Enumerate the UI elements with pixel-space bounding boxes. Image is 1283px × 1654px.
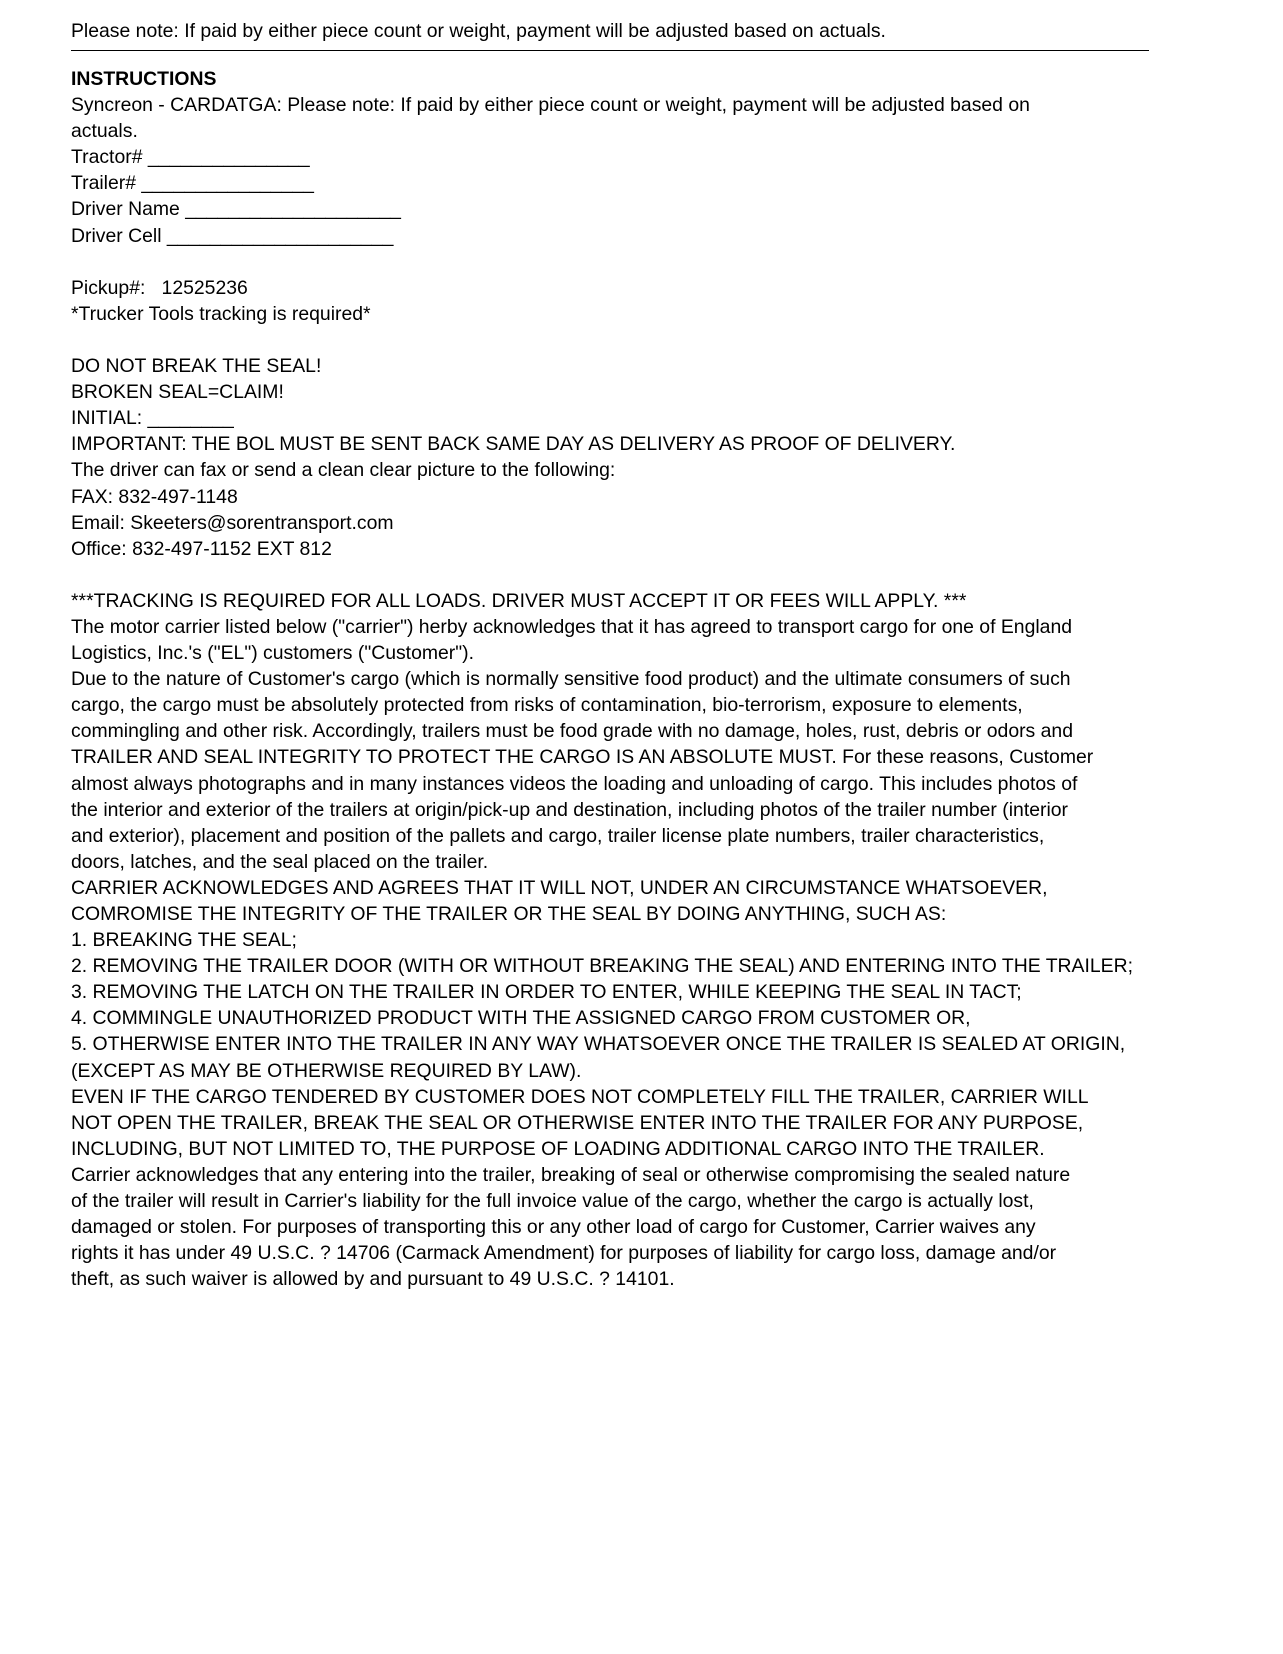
- terms-line: TRAILER AND SEAL INTEGRITY TO PROTECT THE CARGO IS AN ABSOLUTE MUST. For these reasons, Customer: [71, 746, 1094, 769]
- instructions-heading: INSTRUCTIONS: [71, 68, 217, 90]
- seal-line: BROKEN SEAL=CLAIM!: [71, 381, 284, 404]
- office-number: Office: 832-497-1152 EXT 812: [71, 537, 332, 560]
- terms-line: almost always photographs and in many instances videos the loading and unloading of cargo. This includes photos of: [71, 772, 1078, 795]
- terms-line: rights it has under 49 U.S.C. ? 14706 (Carmack Amendment) for purposes of liability for cargo loss, damage and/or: [71, 1242, 1057, 1265]
- horizontal-rule: [71, 50, 1149, 51]
- terms-section: [71, 588, 1261, 1293]
- trailer-field: Trailer# ________________: [71, 172, 314, 195]
- tractor-field: Tractor# _______________: [71, 146, 310, 169]
- email-address: Email: Skeeters@sorentransport.com: [71, 511, 394, 534]
- terms-line: 4. COMMINGLE UNAUTHORIZED PRODUCT WITH THE ASSIGNED CARGO FROM CUSTOMER OR,: [71, 1007, 971, 1030]
- pickup-number: Pickup#: 12525236: [71, 276, 248, 299]
- terms-line: doors, latches, and the seal placed on the trailer.: [71, 850, 489, 873]
- terms-line: NOT OPEN THE TRAILER, BREAK THE SEAL OR OTHERWISE ENTER INTO THE TRAILER FOR ANY PURPOSE,: [71, 1111, 1084, 1134]
- intro-line: Syncreon - CARDATGA: Please note: If paid by either piece count or weight, payment will be adjusted based on: [71, 94, 1030, 117]
- terms-line: damaged or stolen. For purposes of transporting this or any other load of cargo for Customer, Carrier waives any: [71, 1216, 1036, 1239]
- seal-section: [71, 353, 1261, 562]
- pickup-section: [71, 275, 1261, 327]
- terms-line: 1. BREAKING THE SEAL;: [71, 929, 297, 952]
- terms-line: theft, as such waiver is allowed by and pursuant to 49 U.S.C. ? 14101.: [71, 1268, 675, 1291]
- terms-line: the interior and exterior of the trailers at origin/pick-up and destination, including photos of the trailer number (interior: [71, 798, 1068, 821]
- terms-line: 5. OTHERWISE ENTER INTO THE TRAILER IN ANY WAY WHATSOEVER ONCE THE TRAILER IS SEALED AT ORIGIN,: [71, 1033, 1126, 1056]
- driver-name-field: Driver Name ____________________: [71, 198, 401, 221]
- terms-line: 2. REMOVING THE TRAILER DOOR (WITH OR WITHOUT BREAKING THE SEAL) AND ENTERING INTO THE TRAILER;: [71, 955, 1133, 978]
- terms-line: COMROMISE THE INTEGRITY OF THE TRAILER OR THE SEAL BY DOING ANYTHING, SUCH AS:: [71, 903, 947, 925]
- contact-intro: The driver can fax or send a clean clear picture to the following:: [71, 459, 616, 482]
- driver-fields: [71, 144, 1261, 248]
- instructions-intro: [71, 92, 1261, 144]
- terms-line: 3. REMOVING THE LATCH ON THE TRAILER IN ORDER TO ENTER, WHILE KEEPING THE SEAL IN TACT;: [71, 981, 1022, 1004]
- terms-line: CARRIER ACKNOWLEDGES AND AGREES THAT IT WILL NOT, UNDER AN CIRCUMSTANCE WHATSOEVER,: [71, 876, 1048, 899]
- initial-field: INITIAL: ________: [71, 407, 234, 430]
- terms-line: and exterior), placement and position of the pallets and cargo, trailer license plate numbers, trailer characteristics,: [71, 824, 1045, 847]
- terms-line: Carrier acknowledges that any entering into the trailer, breaking of seal or otherwise compromising the sealed nature: [71, 1163, 1071, 1186]
- fax-number: FAX: 832-497-1148: [71, 485, 238, 508]
- terms-line: Logistics, Inc.'s ("EL") customers ("Customer").: [71, 642, 474, 665]
- terms-line: of the trailer will result in Carrier's liability for the full invoice value of the cargo, whether the cargo is actually lost,: [71, 1190, 1034, 1213]
- terms-line: ***TRACKING IS REQUIRED FOR ALL LOADS. DRIVER MUST ACCEPT IT OR FEES WILL APPLY. ***: [71, 589, 967, 612]
- terms-line: Due to the nature of Customer's cargo (which is normally sensitive food product) and the ultimate consumers of such: [71, 668, 1071, 691]
- bol-notice: IMPORTANT: THE BOL MUST BE SENT BACK SAME DAY AS DELIVERY AS PROOF OF DELIVERY.: [71, 433, 956, 456]
- intro-line: actuals.: [71, 120, 138, 143]
- spacer: [71, 562, 1261, 588]
- terms-line: commingling and other risk. Accordingly, trailers must be food grade with no damage, holes, rust, debris or odors and: [71, 720, 1073, 743]
- terms-line: (EXCEPT AS MAY BE OTHERWISE REQUIRED BY LAW).: [71, 1059, 582, 1082]
- terms-line: cargo, the cargo must be absolutely protected from risks of contamination, bio-terrorism, exposure to elements,: [71, 694, 1023, 717]
- spacer: [71, 327, 1261, 353]
- document-page: [71, 18, 1261, 1292]
- payment-note: Please note: If paid by either piece count or weight, payment will be adjusted based on actuals.: [71, 20, 886, 42]
- spacer: [71, 249, 1261, 275]
- terms-line: INCLUDING, BUT NOT LIMITED TO, THE PURPOSE OF LOADING ADDITIONAL CARGO INTO THE TRAILER.: [71, 1137, 1045, 1160]
- tracking-note: *Trucker Tools tracking is required*: [71, 302, 371, 325]
- driver-cell-field: Driver Cell _____________________: [71, 224, 394, 247]
- seal-line: DO NOT BREAK THE SEAL!: [71, 355, 322, 378]
- terms-line: EVEN IF THE CARGO TENDERED BY CUSTOMER DOES NOT COMPLETELY FILL THE TRAILER, CARRIER WILL: [71, 1085, 1089, 1108]
- terms-line: The motor carrier listed below ("carrier") herby acknowledges that it has agreed to transport cargo for one of England: [71, 615, 1073, 638]
